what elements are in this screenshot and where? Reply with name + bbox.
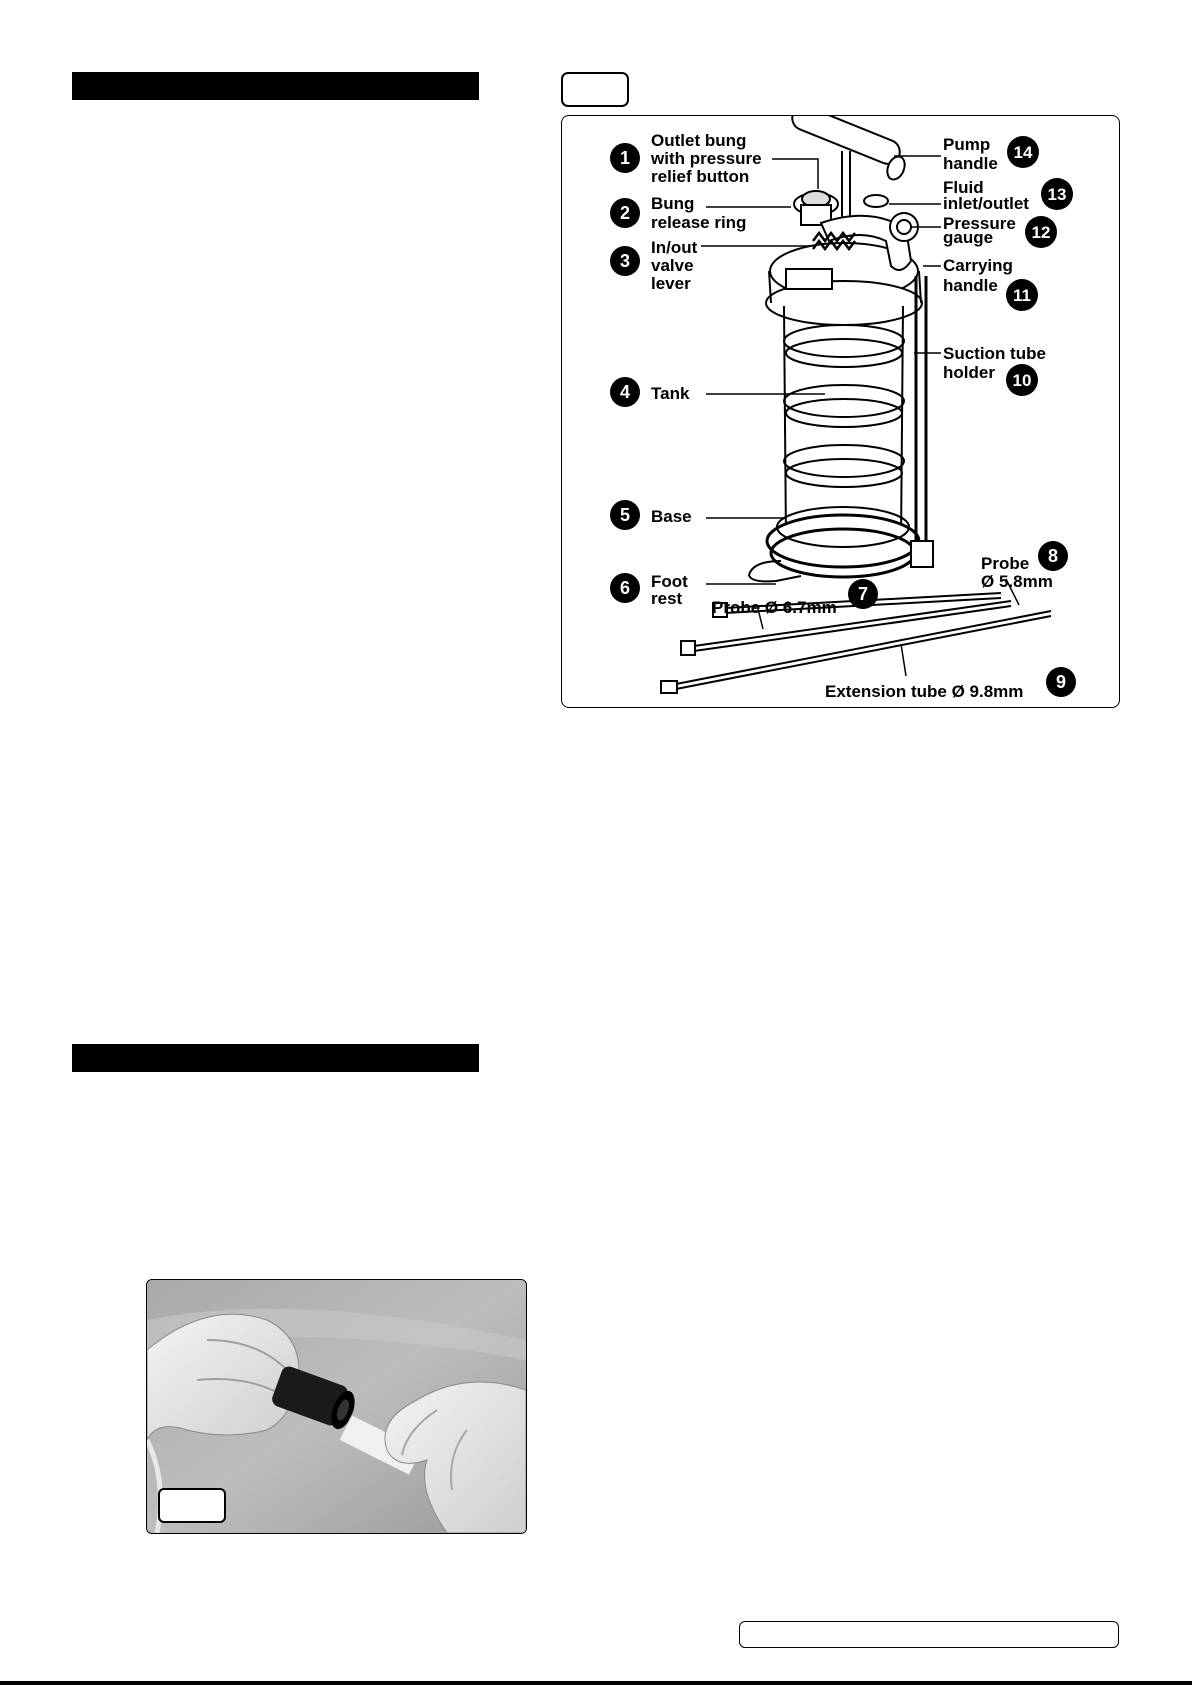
footer-box: [739, 1621, 1119, 1648]
callout-1: [610, 131, 762, 186]
callout-11: [943, 256, 1038, 311]
callout-9: [825, 667, 1076, 701]
callout-3: [610, 238, 698, 293]
callout-label-line: Carrying: [943, 256, 1013, 275]
photo-label-box: [158, 1488, 226, 1523]
callout-14: [943, 135, 1039, 173]
section-heading-bar-top: [72, 72, 479, 100]
callout-label-line: Tank: [651, 384, 690, 403]
callout-label-line: Probe: [981, 554, 1030, 573]
callout-2: [610, 194, 746, 232]
callout-label-line: valve: [651, 256, 694, 275]
callout-number: 7: [857, 584, 869, 604]
callout-label-line: Ø 5.8mm: [981, 572, 1053, 591]
diagram-svg: [562, 116, 1119, 707]
callout-number: 9: [1055, 672, 1067, 692]
callout-number: 11: [1013, 286, 1031, 305]
callout-label-line: Base: [651, 507, 692, 526]
callout-number: 8: [1047, 546, 1059, 566]
callout-label-line: handle: [943, 154, 998, 173]
callout-label-line: Bung: [651, 194, 695, 213]
callout-number: 5: [619, 505, 631, 525]
callout-label-line: Outlet bung: [651, 131, 747, 150]
callout-label-line: handle: [943, 276, 998, 295]
callout-label-line: Pressure: [943, 214, 1016, 233]
callout-number: 14: [1013, 143, 1033, 162]
bottom-rule: [0, 1681, 1192, 1685]
callout-10: [943, 344, 1046, 396]
product-diagram: [561, 115, 1120, 708]
callout-label-line: gauge: [943, 228, 994, 247]
callout-label-line: Probe Ø 6.7mm: [712, 598, 837, 617]
callout-4: [610, 377, 690, 407]
callout-number: 6: [619, 578, 631, 598]
callout-label-line: holder: [943, 363, 995, 382]
callout-number: 13: [1047, 185, 1067, 204]
callout-12: [943, 214, 1057, 248]
figure-tag: [561, 72, 629, 107]
callout-label-line: lever: [651, 274, 691, 293]
callout-label-line: Suction tube: [943, 344, 1046, 363]
connection-photo: [146, 1279, 527, 1534]
callout-label-line: with pressure: [651, 149, 762, 168]
callout-label-line: Pump: [943, 135, 991, 154]
callout-number: 12: [1031, 223, 1051, 242]
callout-13: [943, 178, 1073, 213]
callout-number: 1: [619, 148, 631, 168]
callout-label-line: Fluid: [943, 178, 984, 197]
callout-number: 2: [619, 203, 631, 223]
callout-label-line: Extension tube Ø 9.8mm: [825, 682, 1024, 701]
section-heading-bar-middle: [72, 1044, 479, 1072]
callout-label-line: In/out: [651, 238, 698, 257]
callout-number: 3: [619, 251, 631, 271]
callout-number: 4: [619, 382, 631, 402]
callout-5: [610, 500, 692, 530]
callout-label-line: release ring: [651, 213, 747, 232]
callout-label-line: relief button: [651, 167, 750, 186]
callout-8: [981, 541, 1068, 591]
callout-6: [610, 572, 688, 608]
callout-label-line: rest: [651, 589, 683, 608]
callout-label-line: inlet/outlet: [943, 194, 1029, 213]
callout-number: 10: [1012, 371, 1032, 390]
left-glove: [147, 1314, 299, 1440]
callout-label-line: Foot: [651, 572, 688, 591]
